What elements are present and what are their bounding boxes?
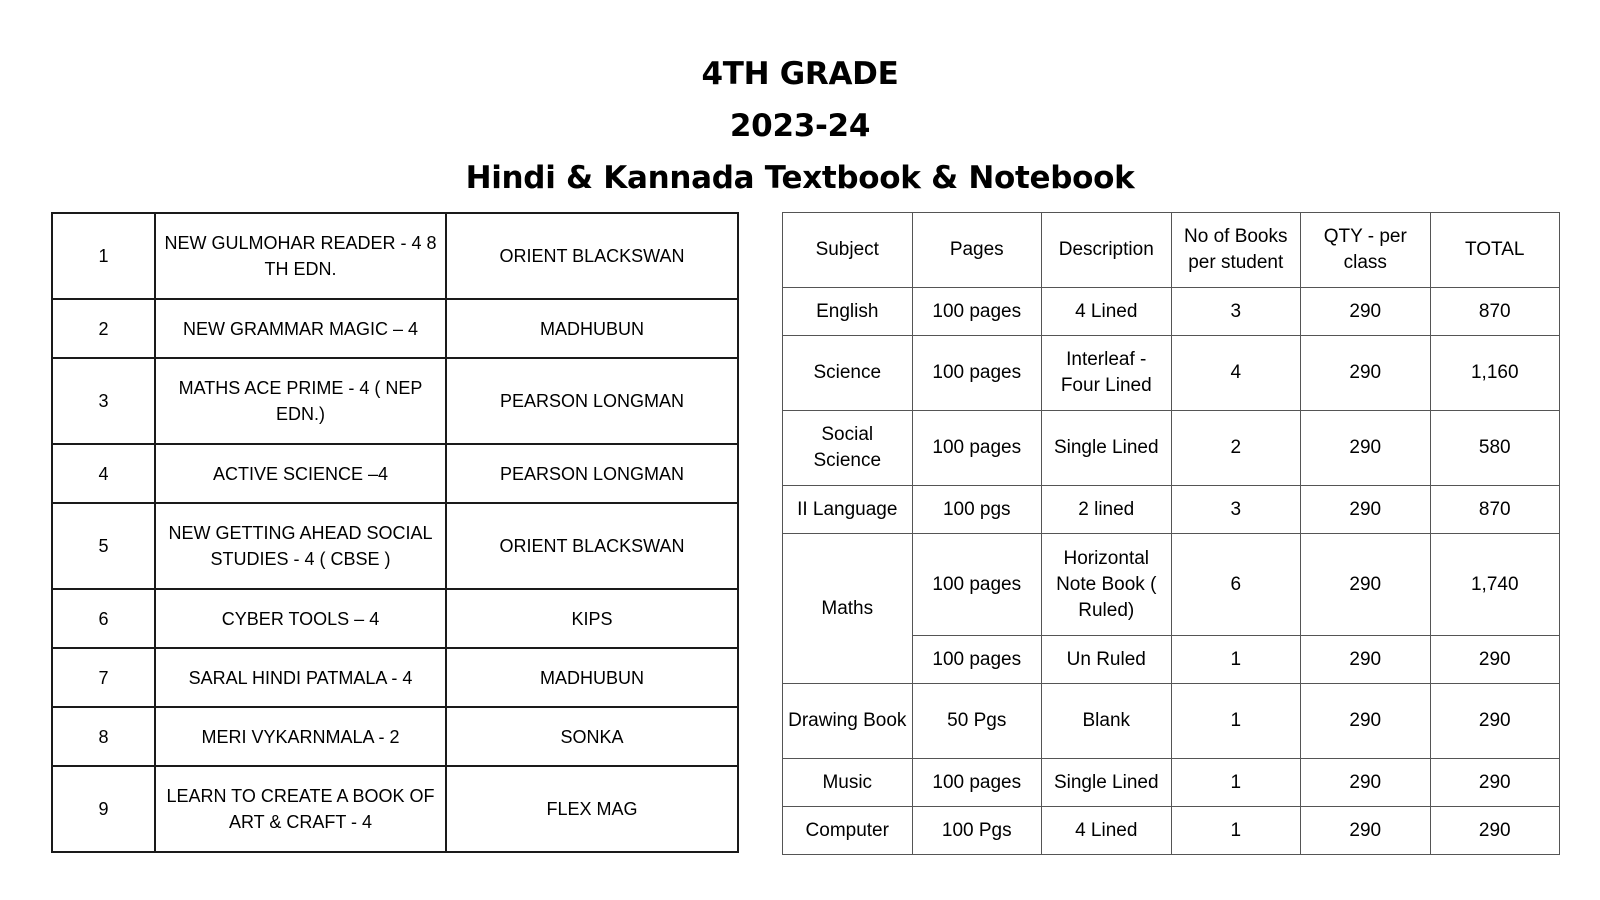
header-total: TOTAL xyxy=(1430,213,1560,288)
book-number: 2 xyxy=(52,299,155,358)
grade-title: 4TH GRADE xyxy=(701,56,899,92)
cell-pages: 100 pages xyxy=(912,636,1042,684)
book-publisher: ORIENT BLACKSWAN xyxy=(446,503,738,589)
cell-qty: 290 xyxy=(1301,759,1431,807)
table-row xyxy=(783,288,1560,336)
book-publisher: ORIENT BLACKSWAN xyxy=(446,213,738,299)
cell-description: Interleaf - Four Lined xyxy=(1042,336,1172,411)
cell-qty: 290 xyxy=(1301,636,1431,684)
header-description: Description xyxy=(1042,213,1172,288)
book-publisher: MADHUBUN xyxy=(446,648,738,707)
cell-total: 580 xyxy=(1430,411,1560,486)
book-number: 1 xyxy=(52,213,155,299)
cell-books: 1 xyxy=(1171,684,1301,759)
cell-pages: 100 pages xyxy=(912,411,1042,486)
cell-description: 2 lined xyxy=(1042,486,1172,534)
book-title: MATHS ACE PRIME - 4 ( NEP EDN.) xyxy=(155,358,446,444)
cell-pages: 100 pages xyxy=(912,288,1042,336)
textbook-table xyxy=(51,212,739,853)
cell-books: 1 xyxy=(1171,759,1301,807)
cell-qty: 290 xyxy=(1301,486,1431,534)
cell-subject: Drawing Book xyxy=(783,684,913,759)
book-title: CYBER TOOLS – 4 xyxy=(155,589,446,648)
cell-books: 2 xyxy=(1171,411,1301,486)
table-row xyxy=(783,411,1560,486)
table-row xyxy=(52,213,738,299)
book-title: MERI VYKARNMALA - 2 xyxy=(155,707,446,766)
book-number: 7 xyxy=(52,648,155,707)
table-row xyxy=(783,336,1560,411)
cell-description: 4 Lined xyxy=(1042,807,1172,855)
cell-qty: 290 xyxy=(1301,288,1431,336)
table-row xyxy=(52,299,738,358)
book-number: 5 xyxy=(52,503,155,589)
table-row xyxy=(783,534,1560,636)
cell-subject: Social Science xyxy=(783,411,913,486)
cell-subject: Computer xyxy=(783,807,913,855)
cell-description: Single Lined xyxy=(1042,759,1172,807)
title-block xyxy=(0,48,1600,204)
cell-total: 290 xyxy=(1430,636,1560,684)
book-publisher: PEARSON LONGMAN xyxy=(446,444,738,503)
book-title: NEW GULMOHAR READER - 4 8 TH EDN. xyxy=(155,213,446,299)
cell-subject: English xyxy=(783,288,913,336)
cell-total: 870 xyxy=(1430,486,1560,534)
cell-qty: 290 xyxy=(1301,807,1431,855)
cell-books: 4 xyxy=(1171,336,1301,411)
book-title: ACTIVE SCIENCE –4 xyxy=(155,444,446,503)
cell-subject: II Language xyxy=(783,486,913,534)
cell-description: Single Lined xyxy=(1042,411,1172,486)
cell-total: 290 xyxy=(1430,684,1560,759)
header-books-per-student: No of Books per student xyxy=(1171,213,1301,288)
notebook-table xyxy=(782,212,1560,855)
cell-pages: 100 pgs xyxy=(912,486,1042,534)
book-publisher: KIPS xyxy=(446,589,738,648)
cell-subject: Maths xyxy=(783,534,913,684)
table-row xyxy=(52,648,738,707)
cell-books: 3 xyxy=(1171,288,1301,336)
cell-description: Blank xyxy=(1042,684,1172,759)
cell-pages: 100 pages xyxy=(912,759,1042,807)
table-row xyxy=(783,486,1560,534)
table-row xyxy=(52,589,738,648)
table-row xyxy=(52,503,738,589)
header-pages: Pages xyxy=(912,213,1042,288)
cell-total: 1,740 xyxy=(1430,534,1560,636)
book-publisher: SONKA xyxy=(446,707,738,766)
cell-books: 1 xyxy=(1171,807,1301,855)
cell-subject: Science xyxy=(783,336,913,411)
header-subject: Subject xyxy=(783,213,913,288)
cell-description: 4 Lined xyxy=(1042,288,1172,336)
book-title: LEARN TO CREATE A BOOK OF ART & CRAFT - 4 xyxy=(155,766,446,852)
cell-total: 290 xyxy=(1430,759,1560,807)
book-number: 9 xyxy=(52,766,155,852)
table-row xyxy=(52,358,738,444)
cell-qty: 290 xyxy=(1301,534,1431,636)
table-row xyxy=(52,766,738,852)
subtitle: Hindi & Kannada Textbook & Notebook xyxy=(465,160,1135,196)
cell-qty: 290 xyxy=(1301,336,1431,411)
cell-total: 870 xyxy=(1430,288,1560,336)
table-row xyxy=(52,444,738,503)
cell-pages: 50 Pgs xyxy=(912,684,1042,759)
cell-pages: 100 Pgs xyxy=(912,807,1042,855)
book-number: 3 xyxy=(52,358,155,444)
book-publisher: MADHUBUN xyxy=(446,299,738,358)
book-publisher: FLEX MAG xyxy=(446,766,738,852)
cell-qty: 290 xyxy=(1301,684,1431,759)
cell-pages: 100 pages xyxy=(912,336,1042,411)
cell-qty: 290 xyxy=(1301,411,1431,486)
cell-subject: Music xyxy=(783,759,913,807)
table-header-row xyxy=(783,213,1560,288)
cell-books: 1 xyxy=(1171,636,1301,684)
book-publisher: PEARSON LONGMAN xyxy=(446,358,738,444)
cell-total: 290 xyxy=(1430,807,1560,855)
table-row xyxy=(783,807,1560,855)
book-title: NEW GRAMMAR MAGIC – 4 xyxy=(155,299,446,358)
book-title: SARAL HINDI PATMALA - 4 xyxy=(155,648,446,707)
table-row xyxy=(783,684,1560,759)
table-row xyxy=(52,707,738,766)
table-row xyxy=(783,759,1560,807)
year-title: 2023-24 xyxy=(729,108,871,144)
cell-books: 3 xyxy=(1171,486,1301,534)
cell-description: Horizontal Note Book ( Ruled) xyxy=(1042,534,1172,636)
book-title: NEW GETTING AHEAD SOCIAL STUDIES - 4 ( CBSE ) xyxy=(155,503,446,589)
book-number: 6 xyxy=(52,589,155,648)
cell-description: Un Ruled xyxy=(1042,636,1172,684)
book-number: 4 xyxy=(52,444,155,503)
book-number: 8 xyxy=(52,707,155,766)
cell-books: 6 xyxy=(1171,534,1301,636)
cell-total: 1,160 xyxy=(1430,336,1560,411)
header-qty-per-class: QTY - per class xyxy=(1301,213,1431,288)
cell-pages: 100 pages xyxy=(912,534,1042,636)
